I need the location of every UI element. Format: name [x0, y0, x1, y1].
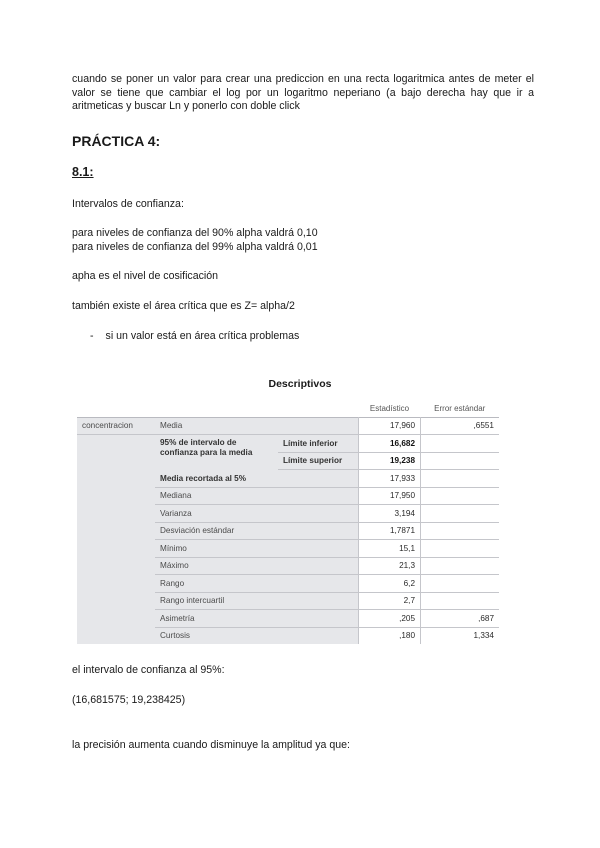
- conf-intervals-label: Intervalos de confianza:: [72, 198, 184, 210]
- critical-area-line: también existe el área crítica que es Z= alpha/2: [72, 300, 295, 312]
- cell-value: 6,2: [359, 575, 421, 593]
- table-row: [77, 592, 499, 610]
- header-error: Error estándar: [421, 396, 500, 417]
- bullet-text: si un valor está en área crítica problemas: [105, 330, 300, 342]
- bullet-item: [90, 330, 299, 344]
- variable-label: concentracion: [77, 417, 155, 435]
- row-label: Desviación estándar: [155, 522, 359, 540]
- cell-error: ,687: [421, 610, 500, 628]
- table-row: [77, 557, 499, 575]
- row-sublabel: Límite inferior: [278, 435, 359, 453]
- header-estadistico: Estadístico: [359, 396, 421, 417]
- table-row: [77, 470, 499, 488]
- row-label: Mínimo: [155, 540, 359, 558]
- cell-value: 2,7: [359, 592, 421, 610]
- cell-value: 17,950: [359, 487, 421, 505]
- row-sublabel: Límite superior: [278, 452, 359, 470]
- table-row: [77, 505, 499, 523]
- cell-value: 17,960: [359, 417, 421, 435]
- row-label: Rango intercuartil: [155, 592, 359, 610]
- ic95-value: (16,681575; 19,238425): [72, 694, 186, 706]
- table-row: [77, 575, 499, 593]
- table-row: [77, 522, 499, 540]
- bullet-marker: -: [90, 330, 94, 342]
- alpha-90-line: para niveles de confianza del 90% alpha valdrá 0,10: [72, 227, 318, 239]
- row-label: 95% de intervalo de confianza para la media: [155, 435, 278, 470]
- cell-value: 21,3: [359, 557, 421, 575]
- cell-value: 17,933: [359, 470, 421, 488]
- alpha-99-line: para niveles de confianza del 99% alpha valdrá 0,01: [72, 240, 318, 253]
- row-label: Asimetría: [155, 610, 359, 628]
- table-header-row: [77, 396, 499, 417]
- ic95-label: el intervalo de confianza al 95%:: [72, 664, 225, 676]
- cell-error: 1,334: [421, 627, 500, 644]
- row-label: Media recortada al 5%: [155, 470, 359, 488]
- cell-value: 1,7871: [359, 522, 421, 540]
- table-row: [77, 487, 499, 505]
- cell-value: ,205: [359, 610, 421, 628]
- intro-paragraph: cuando se poner un valor para crear una prediccion en una recta logaritmica antes de meter el valor se tiene que cambiar el log por un logaritmo neperiano (a bajo derecha hay que ir a aritmeticas y buscar Ln y ponerlo con doble click: [72, 73, 534, 113]
- row-label: Media: [155, 417, 359, 435]
- row-label: Varianza: [155, 505, 359, 523]
- row-label: Mediana: [155, 487, 359, 505]
- heading-subsection: 8.1:: [72, 165, 94, 179]
- table-row: [77, 452, 499, 470]
- descriptives-table: [77, 396, 499, 644]
- cell-value: 3,194: [359, 505, 421, 523]
- row-label: Curtosis: [155, 627, 359, 644]
- table-row: [77, 627, 499, 644]
- table-row: [77, 540, 499, 558]
- table-row: [77, 610, 499, 628]
- row-label: Rango: [155, 575, 359, 593]
- table-row: [77, 435, 499, 453]
- cell-error: ,6551: [421, 417, 500, 435]
- cell-value: 16,682: [359, 435, 421, 453]
- table-row: [77, 417, 499, 435]
- heading-practica: PRÁCTICA 4:: [72, 133, 161, 149]
- cell-value: 19,238: [359, 452, 421, 470]
- cell-value: 15,1: [359, 540, 421, 558]
- cell-value: ,180: [359, 627, 421, 644]
- precision-text: la precisión aumenta cuando disminuye la amplitud ya que:: [72, 739, 350, 751]
- alpha-lines: [72, 227, 318, 254]
- alpha-definition: apha es el nivel de cosificación: [72, 270, 219, 282]
- row-label: Máximo: [155, 557, 359, 575]
- table-title: Descriptivos: [268, 378, 332, 390]
